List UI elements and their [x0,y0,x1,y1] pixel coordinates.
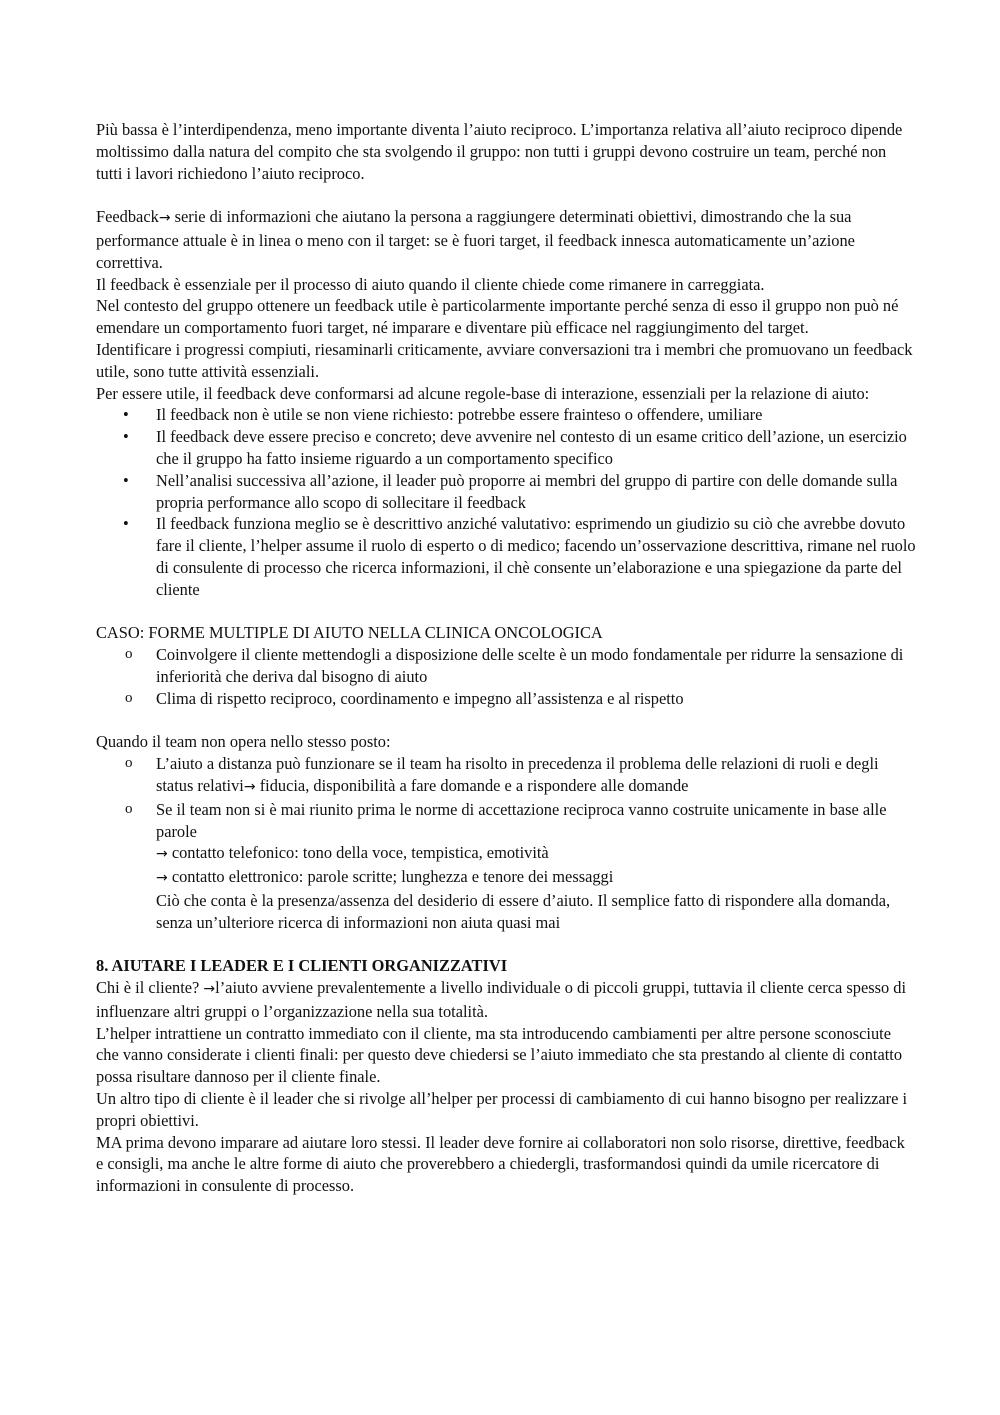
spacer [96,933,916,955]
list-item: • Il feedback deve essere preciso e concreto; deve avvenire nel contesto di un esame critico dell’azione, un esercizio che il gruppo ha fatto insieme riguardo a un comportamento specifico [96,426,916,470]
feedback-paragraph-5: Per essere utile, il feedback deve conformarsi ad alcune regole-base di interazione, essenziali per la relazione di aiuto: [96,383,870,403]
list-item: • Il feedback non è utile se non viene richiesto: potrebbe essere frainteso o offendere, umiliare [96,404,916,426]
arrow-icon: → [243,778,256,795]
question-label: Chi è il cliente? [96,978,204,998]
arrow-icon: → [156,870,168,887]
feedback-paragraph-4: Identificare i progressi compiuti, riesaminarli criticamente, avviare conversazioni tra i membri che promuovano un feedback utile, sono tutte attività essenziali. [96,339,913,381]
section-heading: 8. AIUTARE I LEADER E I CLIENTI ORGANIZZATIVI [96,956,508,976]
spacer [96,710,916,732]
remote-item2-phone: → contatto telefonico: tono della voce, tempistica, emotività [156,843,549,863]
list-item [96,799,916,934]
document-page [96,119,916,1197]
remote-item2-conclusion: Ciò che conta è la presenza/assenza del desiderio di essere d’aiuto. Il semplice fatto di rispondere alla domanda, senza un’ulteriore ricerca di informazioni non aiuta quasi mai [156,890,891,932]
remote-intro: Quando il team non opera nello stesso posto: [96,732,391,752]
arrow-icon: → [158,210,171,227]
arrow-icon: → [203,981,216,998]
list-item [96,753,916,799]
list-item: • Nell’analisi successiva all’azione, il leader può proporre ai membri del gruppo di partire con delle domande sulla propria performance allo scopo di sollecitare il feedback [96,470,916,514]
feedback-definition [96,206,916,273]
feedback-definition-text: serie di informazioni che aiutano la persona a raggiungere determinati obiettivi, dimostrando che la sua performance attuale è in linea o meno con il target: se è fuori target, il feedback innesca automaticamente un’azione correttiva. [96,207,855,272]
remote-item1-text: L’aiuto a distanza può funzionare se il team ha risolto in precedenza il problema delle relazioni di ruoli e degli status relativi [156,754,879,795]
case-list [96,644,916,709]
spacer [96,184,916,206]
arrow-icon: → [156,846,168,863]
spacer [96,601,916,623]
section8-question [96,977,916,1023]
section8-paragraph-3: Un altro tipo di cliente è il leader che si rivolge all’helper per processi di cambiamento di cui hanno bisogno per realizzare i propri obiettivi. [96,1089,908,1130]
section8-paragraph-2: L’helper intrattiene un contratto immediato con il cliente, ma sta introducendo cambiamenti per altre persone sconosciute che vanno considerate i clienti finali: per questo deve chiedersi se l’aiuto immediato che sta prestando al cliente di contatto possa risultare dannoso per il cliente finale. [96,1023,903,1087]
feedback-rules-list [96,404,916,600]
remote-item2-text: o Se il team non si è mai riunito prima le norme di accettazione reciproca vanno costruite unicamente in base alle parole [156,799,887,841]
list-item: o Coinvolgere il cliente mettendogli a disposizione delle scelte è un modo fondamentale per ridurre la sensazione di inferiorità che deriva dal bisogno di aiuto [96,644,916,688]
remote-list [96,753,916,933]
case-title: CASO: FORME MULTIPLE DI AIUTO NELLA CLINICA ONCOLOGICA [96,623,603,643]
feedback-paragraph-3: Nel contesto del gruppo ottenere un feedback utile è particolarmente importante perché senza di esso il gruppo non può né emendare un comportamento fuori target, né imparare e diventare più efficace nel raggiungimento del target. [96,296,899,338]
feedback-term: Feedback [96,207,159,227]
feedback-paragraph-2: Il feedback è essenziale per il processo di aiuto quando il cliente chiede come rimanere in carreggiata. [96,274,765,294]
section8-paragraph-4: MA prima devono imparare ad aiutare loro stessi. Il leader deve fornire ai collaboratori non solo risorse, direttive, feedback e consigli, ma anche le altre forme di aiuto che proverebbero a chiedergli, trasformandosi quindi da umile ricercatore di informazioni in consulente di processo. [96,1132,905,1196]
question-answer: l’aiuto avviene prevalentemente a livello individuale o di piccoli gruppi, tuttavia il cliente cerca spesso di influenzare altri gruppi o l’organizzazione nella sua totalità. [96,978,907,1021]
intro-paragraph: Più bassa è l’interdipendenza, meno importante diventa l’aiuto reciproco. L’importanza relativa all’aiuto reciproco dipende moltissimo dalla natura del compito che sta svolgendo il gruppo: non tutti i gruppi devono costruire un team, perché non tutti i lavori richiedono l’aiuto reciproco. [96,120,903,183]
remote-item1-continuation: fiducia, disponibilità a fare domande e a rispondere alle domande [255,775,689,795]
remote-item2-email: → contatto elettronico: parole scritte; lunghezza e tenore dei messaggi [156,867,614,887]
list-item: • Il feedback funziona meglio se è descrittivo anziché valutativo: esprimendo un giudizio su ciò che avrebbe dovuto fare il cliente, l’helper assume il ruolo di esperto o di medico; facendo un’osservazione descrittiva, rimane nel ruolo di consulente di processo che ricerca informazioni, il chè consente un’elaborazione e una spiegazione da parte del cliente [96,513,916,600]
list-item: o Clima di rispetto reciproco, coordinamento e impegno all’assistenza e al rispetto [96,688,916,710]
